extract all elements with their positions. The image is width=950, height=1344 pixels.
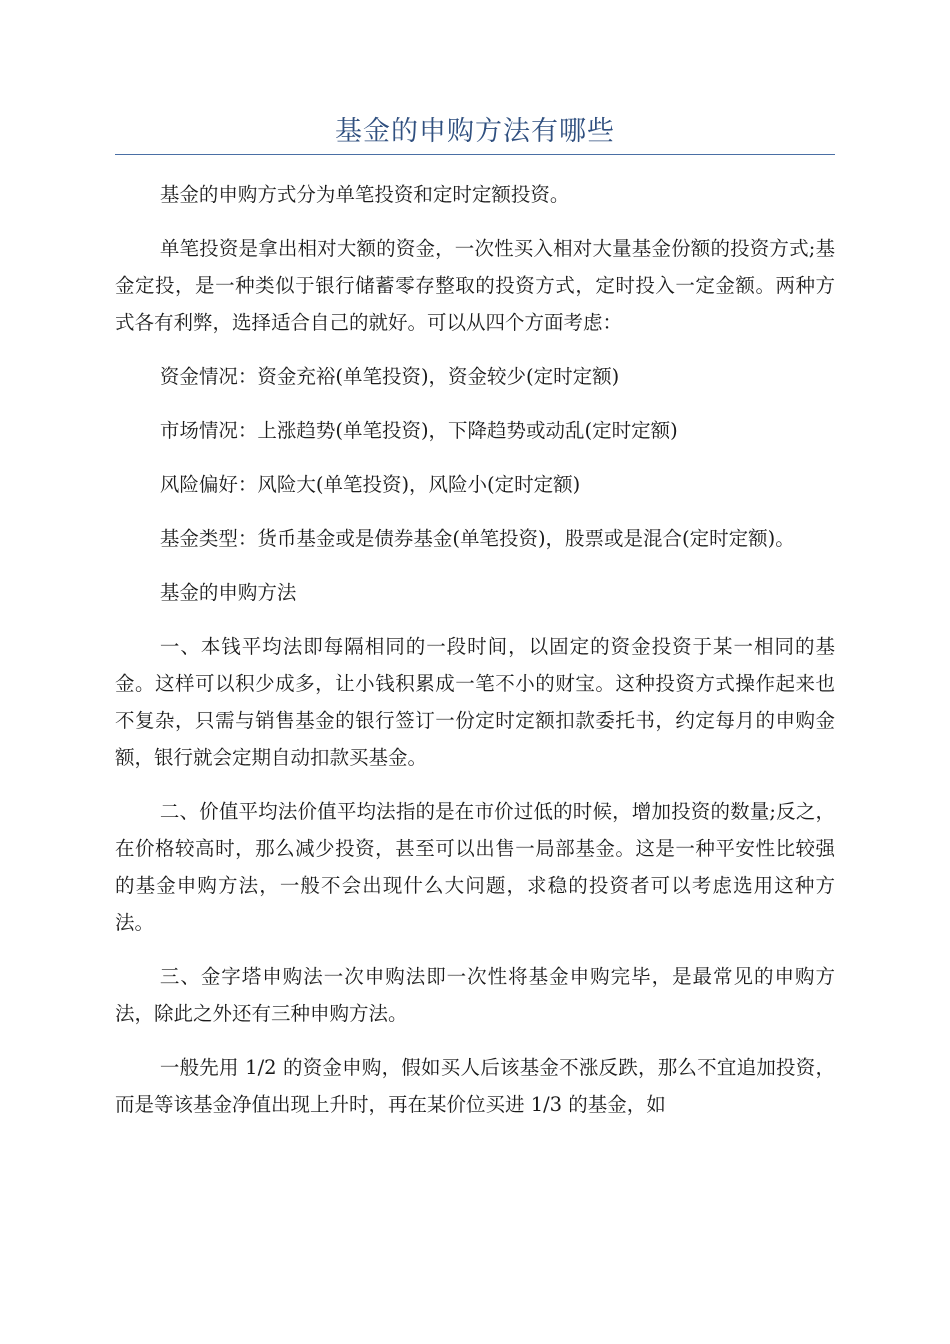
paragraph: 资金情况：资金充裕(单笔投资)，资金较少(定时定额) bbox=[159, 365, 620, 388]
section-heading: 基金的申购方法 bbox=[159, 581, 297, 604]
paragraph: 单笔投资是拿出相对大额的资金，一次性买入相对大量基金份额的投资方式;基金定投，是一种类似于银行储蓄零存整取的投资方式，定时投入一定金额。两种方式各有利弊，选择适合自己的就好。可以从四个方面考虑： bbox=[115, 237, 835, 334]
paragraph: 市场情况：上涨趋势(单笔投资)，下降趋势或动乱(定时定额) bbox=[159, 419, 678, 442]
paragraph: 基金类型：货币基金或是债券基金(单笔投资)，股票或是混合(定时定额)。 bbox=[159, 527, 795, 550]
paragraph: 一般先用 1/2 的资金申购，假如买人后该基金不涨反跌，那么不宜追加投资，而是等该基金净值出现上升时，再在某价位买进 1/3 的基金，如 bbox=[115, 1056, 835, 1116]
paragraph: 基金的申购方式分为单笔投资和定时定额投资。 bbox=[159, 183, 570, 206]
paragraph: 风险偏好：风险大(单笔投资)，风险小(定时定额) bbox=[159, 473, 581, 496]
paragraph: 一、本钱平均法即每隔相同的一段时间，以固定的资金投资于某一相同的基金。这样可以积少成多，让小钱积累成一笔不小的财宝。这种投资方式操作起来也不复杂，只需与销售基金的银行签订一份定时定额扣款委托书，约定每月的申购金额，银行就会定期自动扣款买基金。 bbox=[115, 635, 835, 769]
paragraph: 三、金字塔申购法一次申购法即一次性将基金申购完毕，是最常见的申购方法，除此之外还有三种申购方法。 bbox=[115, 965, 835, 1025]
paragraph: 二、价值平均法价值平均法指的是在市价过低的时候，增加投资的数量;反之，在价格较高时，那么减少投资，甚至可以出售一局部基金。这是一种平安性比较强的基金申购方法，一般不会出现什么大问题，求稳的投资者可以考虑选用这种方法。 bbox=[115, 800, 835, 934]
document-body bbox=[115, 176, 835, 1140]
document-title: 基金的申购方法有哪些 bbox=[335, 116, 615, 147]
title-underline bbox=[115, 154, 835, 155]
